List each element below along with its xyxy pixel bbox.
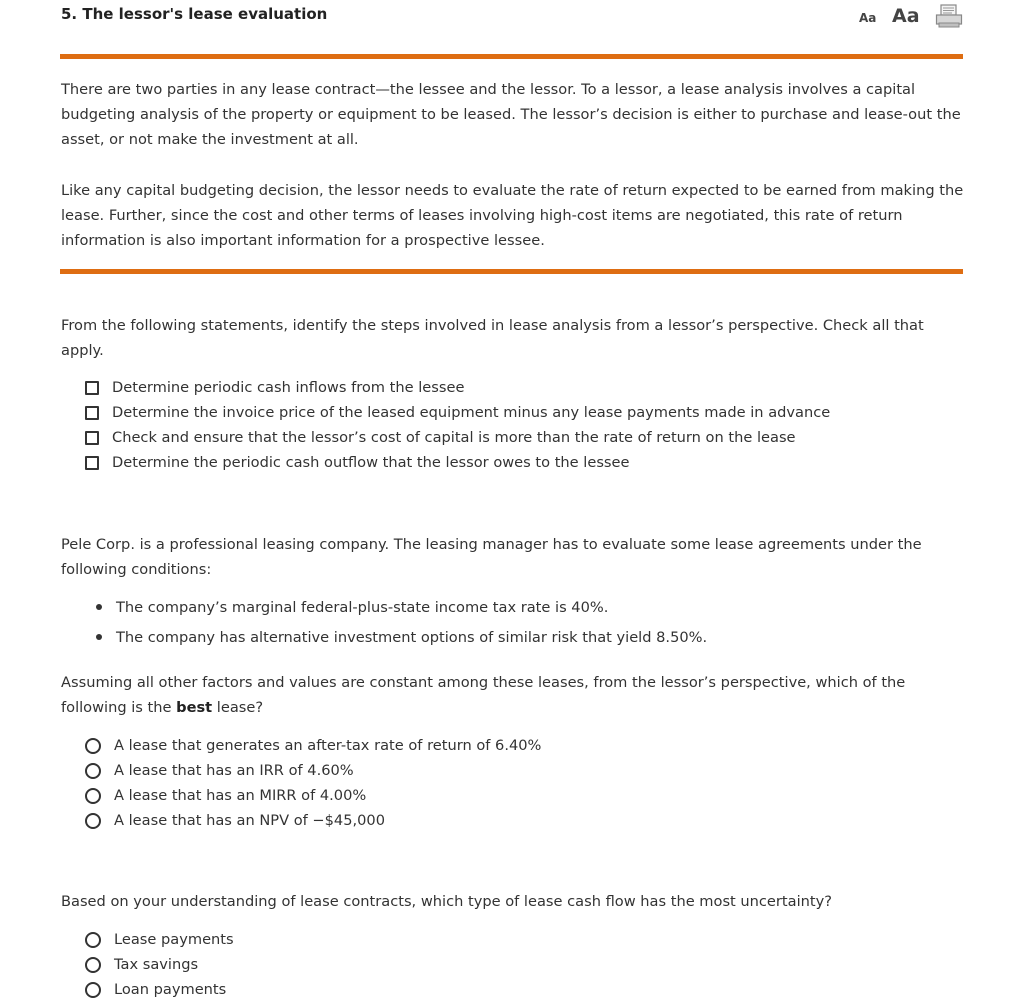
q1-option[interactable]: [85, 425, 830, 450]
font-increase-button[interactable]: Aa: [892, 5, 920, 27]
q1-option[interactable]: [85, 450, 830, 475]
condition-item: [96, 592, 707, 622]
section-divider-top: [60, 54, 963, 59]
radio-button[interactable]: [85, 788, 101, 804]
font-decrease-button[interactable]: Aa: [859, 11, 877, 25]
condition-item: [96, 622, 707, 652]
q2-prompt-end: lease?: [212, 699, 264, 716]
q1-prompt: From the following statements, identify the steps involved in lease analysis from a lessor’s perspective. Check all that apply.: [61, 317, 924, 359]
toolbar: [855, 4, 965, 30]
q1-options: [85, 375, 830, 475]
q3-option-label: Loan payments: [114, 981, 227, 998]
radio-button[interactable]: [85, 957, 101, 973]
q2-option[interactable]: [85, 733, 541, 758]
intro-paragraph-2: Like any capital budgeting decision, the lessor needs to evaluate the rate of return expected to be earned from making the lease. Further, since the cost and other terms of leases involving high-cost items are negotiated, this rate of return information is also important information for a prospective lessee.: [61, 182, 964, 249]
q2-option-label: A lease that has an IRR of 4.60%: [114, 762, 354, 779]
condition-text: The company’s marginal federal-plus-state income tax rate is 40%.: [116, 598, 609, 616]
q2-option-label: A lease that generates an after-tax rate of return of 6.40%: [114, 737, 542, 754]
checkbox[interactable]: [85, 456, 99, 470]
section-divider-bottom: [60, 269, 963, 274]
q1-option-label: Check and ensure that the lessor’s cost of capital is more than the rate of return on the lease: [112, 429, 796, 446]
checkbox[interactable]: [85, 431, 99, 445]
condition-text: The company has alternative investment options of similar risk that yield 8.50%.: [116, 628, 708, 646]
bullet-icon: [96, 604, 102, 610]
q3-options: [85, 927, 234, 1002]
q3-option[interactable]: [85, 927, 234, 952]
q1-option-label: Determine the invoice price of the leased equipment minus any lease payments made in advance: [112, 404, 831, 421]
q2-options: [85, 733, 541, 833]
q2-option[interactable]: [85, 808, 541, 833]
q2-option[interactable]: [85, 783, 541, 808]
q2-scenario: Pele Corp. is a professional leasing company. The leasing manager has to evaluate some lease agreements under the following conditions:: [61, 536, 922, 578]
q3-option[interactable]: [85, 952, 234, 977]
q3-option[interactable]: [85, 977, 234, 1002]
q2-prompt-start: Assuming all other factors and values are constant among these leases, from the lessor’s perspective, which of the following is the: [61, 674, 906, 716]
bullet-icon: [96, 634, 102, 640]
q3-option-label: Lease payments: [114, 931, 234, 948]
q2-prompt: [61, 670, 966, 720]
q1-option[interactable]: [85, 400, 830, 425]
radio-button[interactable]: [85, 932, 101, 948]
q1-option[interactable]: [85, 375, 830, 400]
intro-paragraph-1: There are two parties in any lease contract—the lessee and the lessor. To a lessor, a lease analysis involves a capital budgeting analysis of the property or equipment to be leased. The lessor’s decision is either to purchase and lease-out the asset, or not make the investment at all.: [61, 81, 961, 148]
q2-conditions: [96, 592, 707, 652]
q1-option-label: Determine the periodic cash outflow that the lessor owes to the lessee: [112, 454, 630, 471]
q2-option-label: A lease that has an NPV of −$45,000: [114, 812, 385, 829]
radio-button[interactable]: [85, 813, 101, 829]
radio-button[interactable]: [85, 763, 101, 779]
q3-prompt: Based on your understanding of lease contracts, which type of lease cash flow has the most uncertainty?: [61, 893, 832, 910]
q2-prompt-emphasis: best: [176, 699, 213, 716]
q2-option[interactable]: [85, 758, 541, 783]
checkbox[interactable]: [85, 406, 99, 420]
q2-option-label: A lease that has an MIRR of 4.00%: [114, 787, 367, 804]
q1-option-label: Determine periodic cash inflows from the lessee: [112, 379, 465, 396]
q3-option-label: Tax savings: [114, 956, 199, 973]
question-title: 5. The lessor's lease evaluation: [61, 5, 328, 23]
checkbox[interactable]: [85, 381, 99, 395]
print-icon[interactable]: [935, 4, 963, 28]
radio-button[interactable]: [85, 982, 101, 998]
radio-button[interactable]: [85, 738, 101, 754]
